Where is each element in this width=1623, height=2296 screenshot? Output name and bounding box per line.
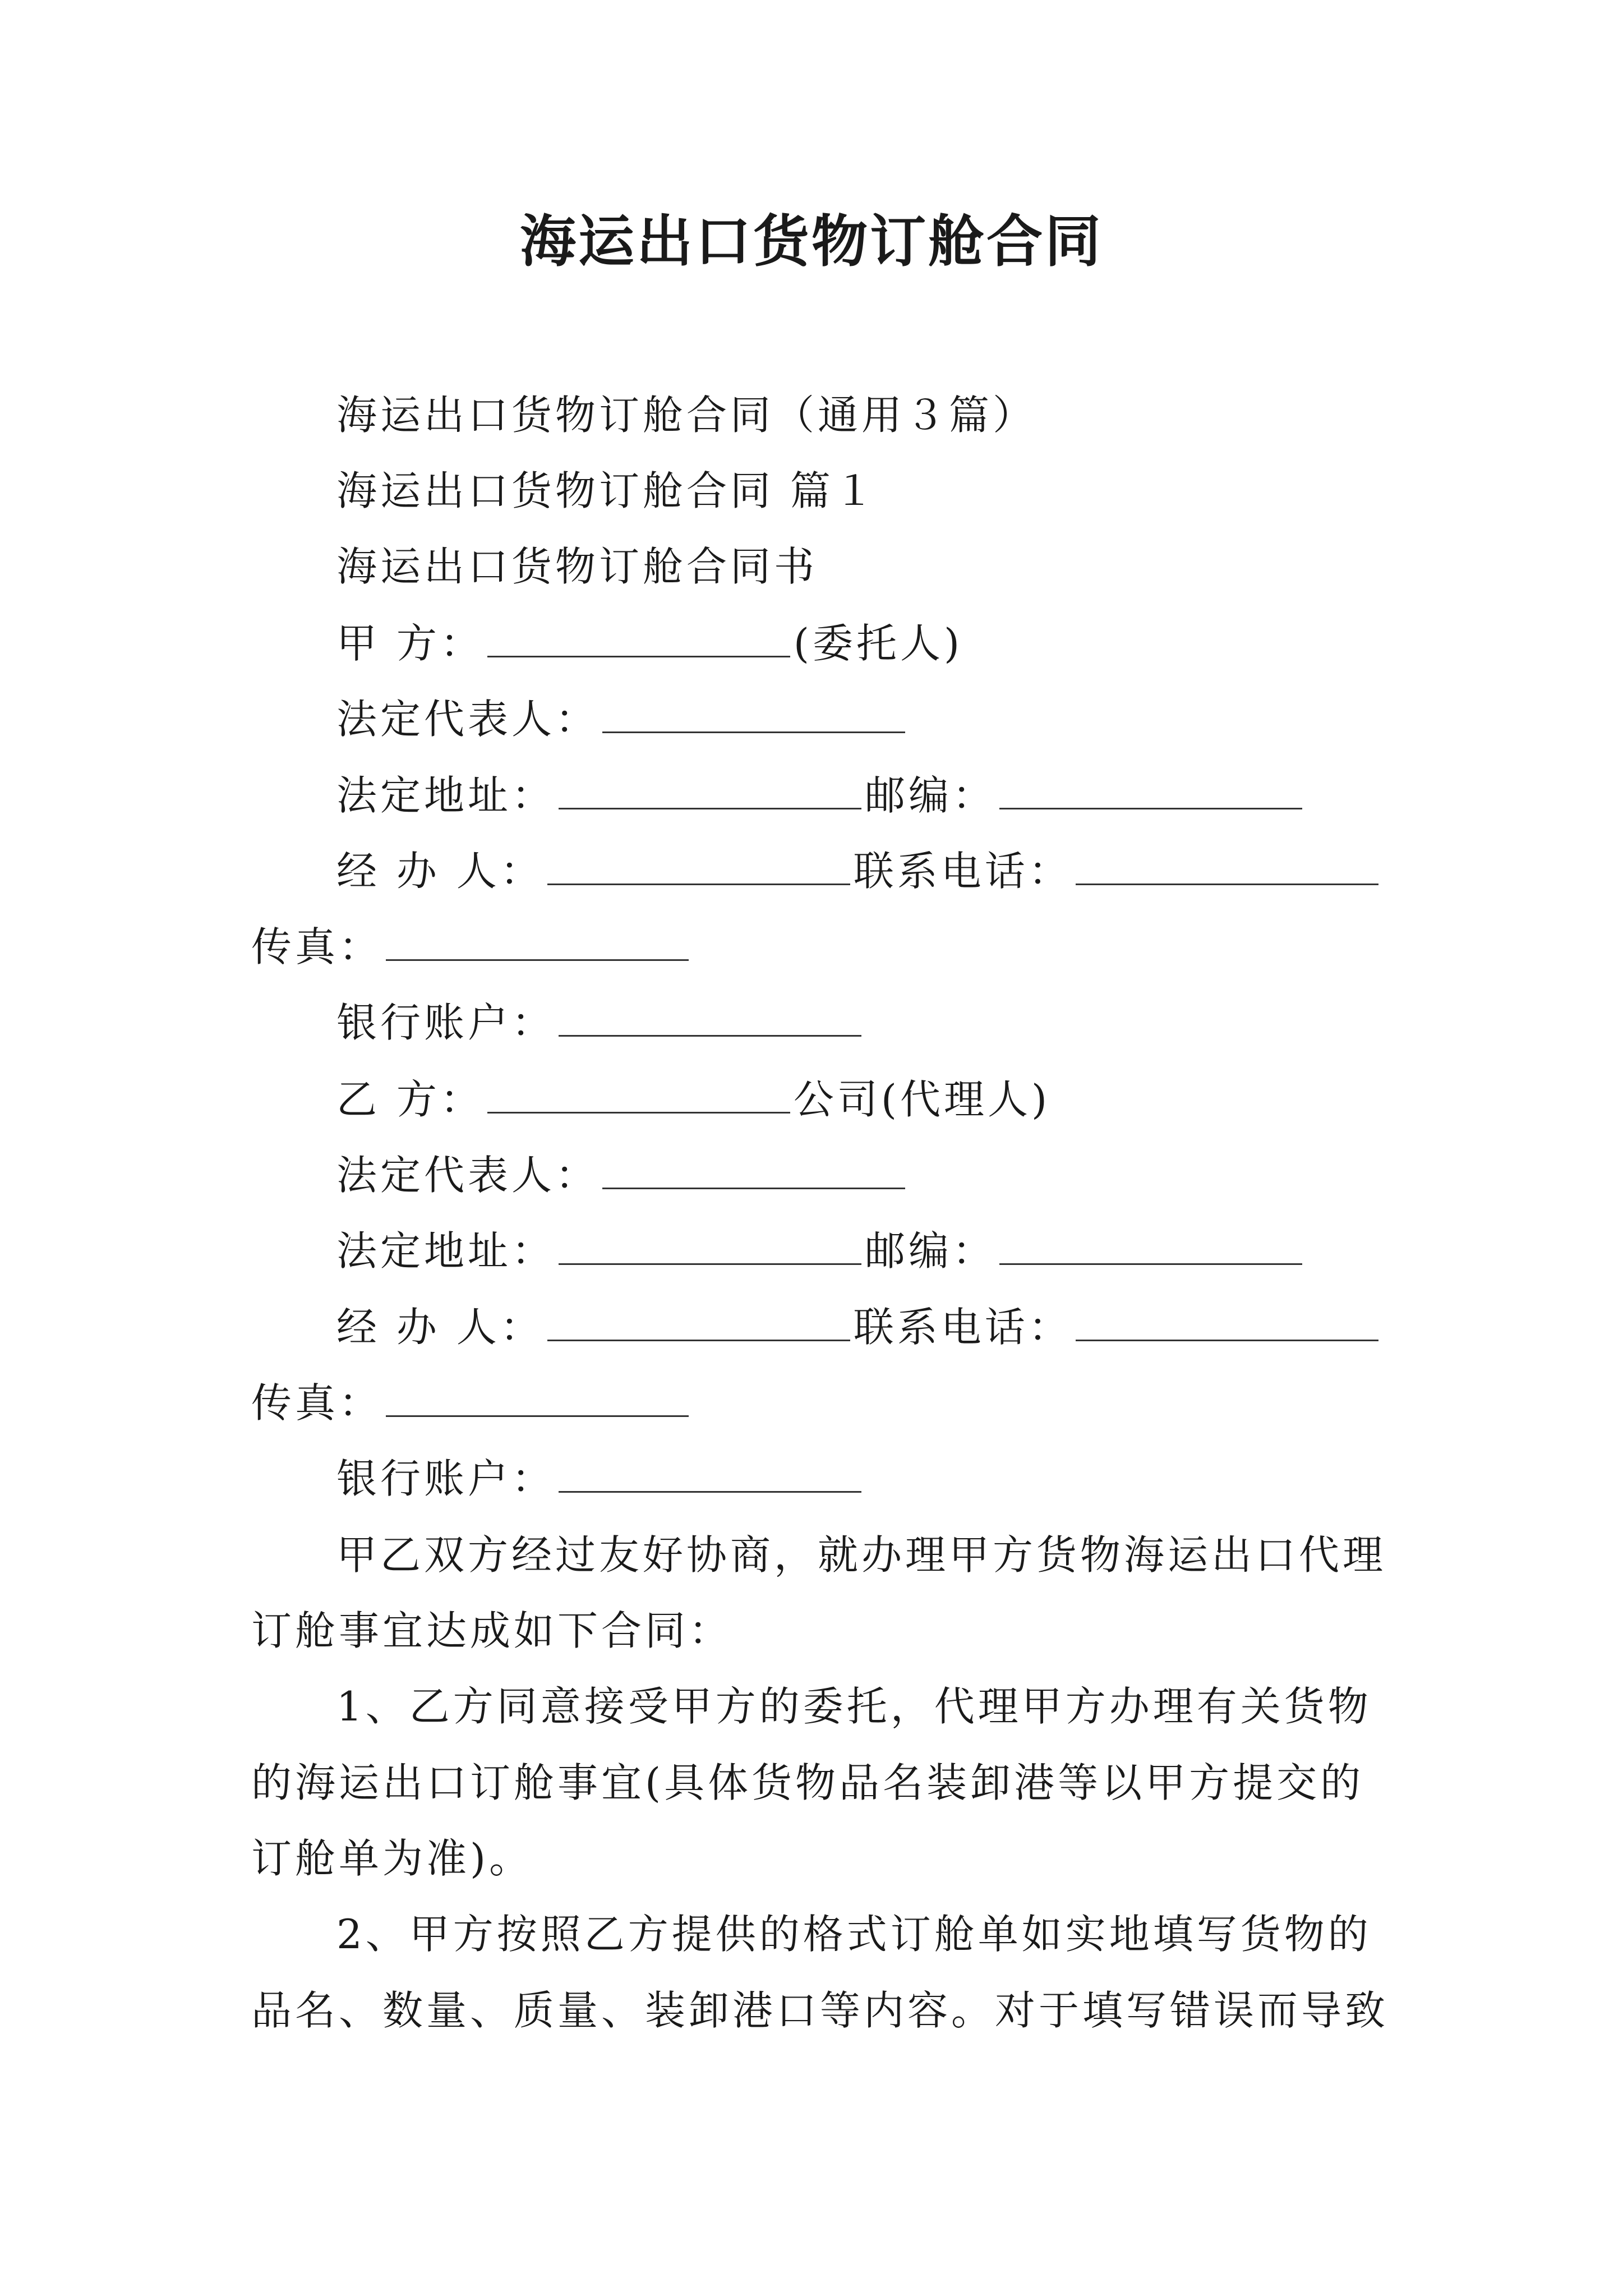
party-b-postcode-blank [999, 1260, 1302, 1265]
party-b-fax-line [251, 1375, 692, 1431]
party-b-label: 乙 方： [336, 1076, 484, 1123]
party-b-name-blank [487, 1108, 790, 1114]
clause-1-line-3: 订舱单为准)。 [251, 1835, 533, 1882]
clause-1-line-2: 的海运出口订舱事宜(具体货物品名装卸港等以甲方提交的 [251, 1759, 1364, 1806]
party-a-address-label: 法定地址： [336, 772, 556, 819]
party-b-bank-line [336, 1451, 865, 1507]
party-b-address-label: 法定地址： [336, 1227, 556, 1274]
party-b-bank-label: 银行账户： [336, 1455, 556, 1502]
party-b-fax-label: 传真： [251, 1379, 383, 1427]
party-a-address-line [336, 767, 1306, 823]
party-a-bank-label: 银行账户： [336, 999, 556, 1046]
party-b-fax-blank [386, 1412, 689, 1417]
contract-name: 海运出口货物订舱合同书 [336, 543, 818, 590]
party-a-label: 甲 方： [336, 620, 484, 667]
part-heading: 海运出口货物订舱合同 篇１ [336, 467, 878, 514]
clause-2-line-2: 品名、数量、质量、装卸港口等内容。对于填写错误而导致 [251, 1987, 1389, 2034]
party-b-suffix: 公司(代理人) [793, 1076, 1051, 1123]
party-a-fax-label: 传真： [251, 923, 383, 970]
party-b-postcode-label: 邮编： [865, 1227, 997, 1274]
document-title: 海运出口货物订舱合同 [520, 208, 1103, 274]
clause-1-line-1: 1、乙方同意接受甲方的委托，代理甲方办理有关货物 [336, 1683, 1372, 1730]
party-a-handler-label: 经 办 人： [336, 848, 544, 895]
party-b-address-blank [559, 1260, 861, 1265]
subtitle: 海运出口货物订舱合同（通用３篇） [336, 392, 1037, 439]
party-a-phone-blank [1076, 880, 1378, 885]
party-b-handler-blank [547, 1336, 850, 1341]
party-a-bank-blank [559, 1032, 861, 1037]
party-a-fax-line [251, 919, 692, 975]
party-b-handler-line [336, 1299, 1382, 1355]
party-b-legal-rep-label: 法定代表人： [336, 1152, 600, 1199]
party-a-legal-rep-blank [602, 728, 905, 733]
party-b-line [336, 1071, 1050, 1128]
party-b-phone-label: 联系电话： [853, 1304, 1072, 1351]
party-b-legal-rep-blank [602, 1184, 905, 1189]
party-b-address-line [336, 1223, 1306, 1279]
party-a-phone-label: 联系电话： [853, 848, 1072, 895]
clause-2-line-1: 2、甲方按照乙方提供的格式订舱单如实地填写货物的 [336, 1911, 1372, 1958]
party-a-address-blank [559, 804, 861, 809]
party-b-legal-rep-line [336, 1147, 909, 1203]
party-a-postcode-label: 邮编： [865, 772, 997, 819]
party-a-postcode-blank [999, 804, 1302, 809]
party-a-handler-blank [547, 880, 850, 885]
party-a-fax-blank [386, 956, 689, 961]
party-a-bank-line [336, 995, 865, 1051]
party-b-bank-blank [559, 1488, 861, 1493]
party-b-phone-blank [1076, 1336, 1378, 1341]
party-a-legal-rep-line [336, 691, 909, 747]
party-a-line [336, 615, 963, 671]
party-a-legal-rep-label: 法定代表人： [336, 696, 600, 743]
intro-line-1: 甲乙双方经过友好协商，就办理甲方货物海运出口代理 [336, 1531, 1387, 1579]
party-a-suffix: (委托人) [793, 620, 963, 667]
intro-line-2: 订舱事宜达成如下合同： [251, 1607, 733, 1654]
party-b-handler-label: 经 办 人： [336, 1304, 544, 1351]
party-a-name-blank [487, 652, 790, 657]
party-a-handler-line [336, 843, 1382, 899]
